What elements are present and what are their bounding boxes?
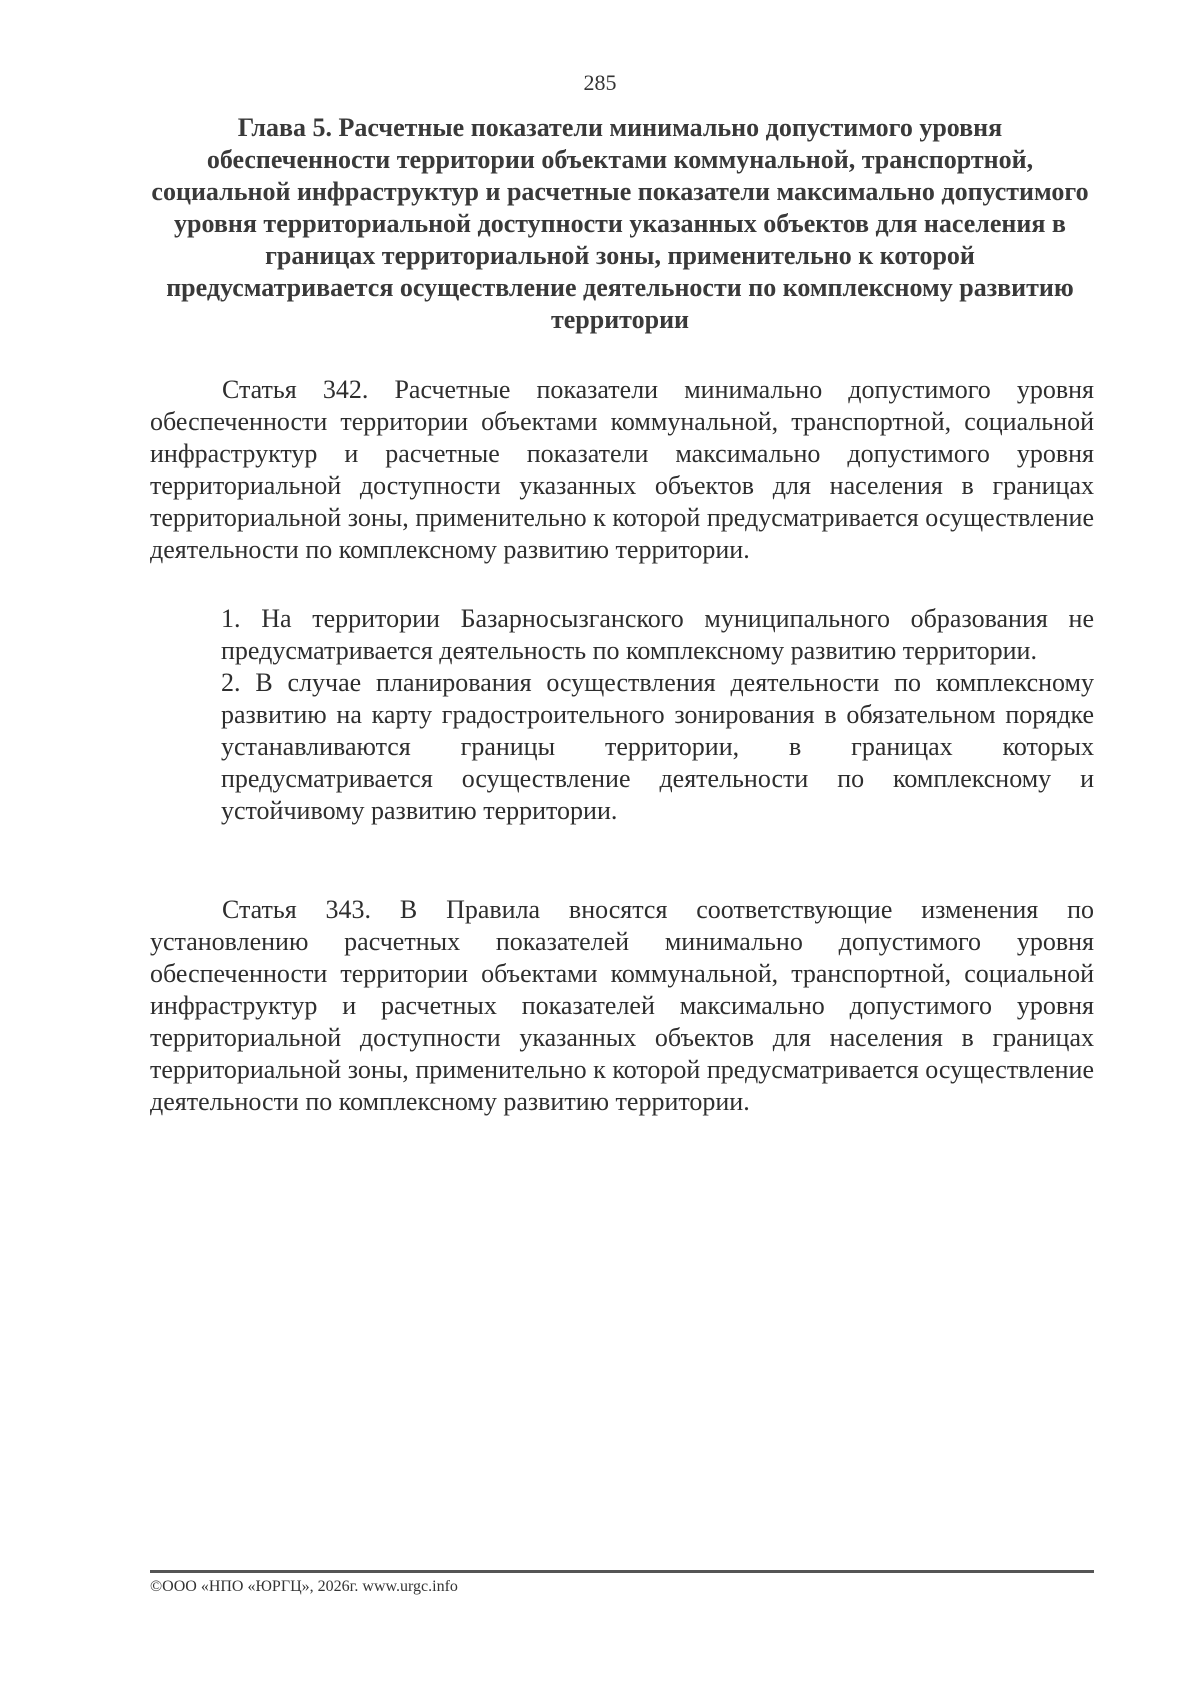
footer-copyright: ©ООО «НПО «ЮРГЦ», 2026г. www.urgc.info <box>150 1578 458 1595</box>
page-number: 285 <box>583 70 617 95</box>
list-item: 1. На территории Базарносызганского муниципального образования не предусматривается деятельность по комплексному развитию территории. <box>221 604 1094 665</box>
article-342-text: Статья 342. Расчетные показатели минимально допустимого уровня обеспеченности территории объектами коммунальной, транспортной, социальной инфраструктур и расчетные показатели максимально допустимого уровня территориальной доступности указанных объектов для населения в границах территориальной зоны, применительно к которой предусматривается осуществление деятельности по комплексному развитию территории. <box>150 375 1094 564</box>
chapter-title: Глава 5. Расчетные показатели минимально допустимого уровня обеспеченности территории объектами коммунальной, транспортной, социальной инфраструктур и расчетные показатели максимально допустимого уровня территориальной доступности указанных объектов для населения в границах территориальной зоны, применительно к которой предусматривается осуществление деятельности по комплексному развитию территории <box>151 113 1089 334</box>
footer-divider <box>150 1570 1094 1573</box>
article-342-items <box>221 603 1094 827</box>
list-item: 2. В случае планирования осуществления деятельности по комплексному развитию на карту градостроительного зонирования в обязательном порядке устанавливаются границы территории, в границах которых предусматривается осуществление деятельности по комплексному и устойчивому развитию территории. <box>221 668 1094 825</box>
article-343-text: Статья 343. В Правила вносятся соответствующие изменения по установлению расчетных показателей минимально допустимого уровня обеспеченности территории объектами коммунальной, транспортной, социальной инфраструктур и расчетных показателей максимально допустимого уровня территориальной доступности указанных объектов для населения в границах территориальной зоны, применительно к которой предусматривается осуществление деятельности по комплексному развитию территории. <box>150 895 1094 1116</box>
